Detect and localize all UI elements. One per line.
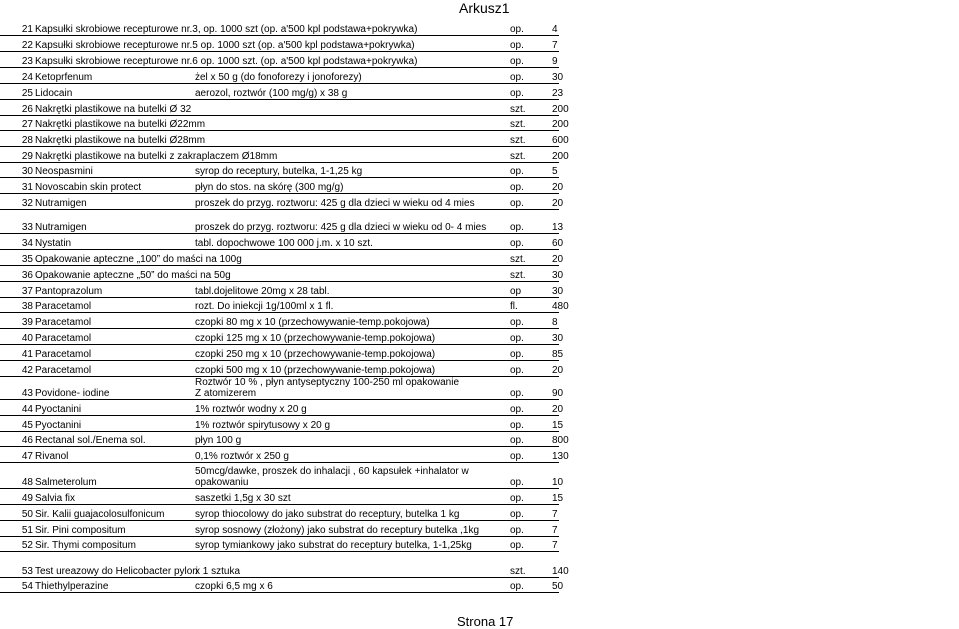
product-name: Novoscabin skin protect — [35, 182, 142, 193]
product-description: x 1 sztuka — [195, 566, 241, 577]
row-number: 53 — [21, 566, 33, 577]
product-description: syrop thiocolowy do jako substrat do receptury, butelka 1 kg — [195, 509, 460, 520]
table-row — [0, 147, 959, 163]
unit: op. — [510, 581, 524, 592]
row-number: 29 — [21, 151, 33, 162]
quantity: 140 — [552, 566, 569, 577]
product-name: Nutramigen — [35, 222, 87, 233]
quantity: 5 — [552, 166, 558, 177]
row-number: 54 — [21, 581, 33, 592]
table-row — [0, 505, 959, 521]
product-name: Sir. Kalii guajacolosulfonicum — [35, 509, 165, 520]
row-number: 24 — [21, 72, 33, 83]
product-name: Nutramigen — [35, 198, 87, 209]
quantity: 200 — [552, 104, 569, 115]
product-name: Neospasmini — [35, 166, 93, 177]
quantity: 600 — [552, 135, 569, 146]
unit: op. — [510, 198, 524, 209]
product-name: Kapsułki skrobiowe recepturowe nr.6 op. 1000 szt. (op. a'500 kpl podstawa+pokrywka) — [35, 56, 418, 67]
row-number: 39 — [21, 317, 33, 328]
product-name: Povidone- iodine — [35, 388, 110, 399]
quantity: 30 — [552, 72, 564, 83]
table-row — [0, 266, 959, 282]
product-description: czopki 125 mg x 10 (przechowywanie-temp.pokojowa) — [195, 333, 436, 344]
row-number: 52 — [21, 540, 33, 551]
row-number: 28 — [21, 135, 33, 146]
unit: op. — [510, 525, 524, 536]
table-row — [0, 537, 959, 552]
table-row — [0, 329, 959, 345]
product-description: tabl. dopochwowe 100 000 j.m. x 10 szt. — [195, 238, 373, 249]
product-name: Paracetamol — [35, 317, 92, 328]
product-description: syrop sosnowy (złożony) jako substrat do receptury butelka ,1kg — [195, 525, 480, 536]
unit: op. — [510, 388, 524, 399]
quantity: 90 — [552, 388, 564, 399]
row-number: 34 — [21, 238, 33, 249]
product-description: syrop do receptury, butelka, 1-1,25 kg — [195, 166, 363, 177]
unit: szt. — [510, 151, 526, 162]
quantity: 30 — [552, 333, 564, 344]
unit: op. — [510, 222, 524, 233]
quantity: 15 — [552, 493, 564, 504]
unit: op. — [510, 24, 524, 35]
table-row — [0, 52, 959, 68]
quantity: 50 — [552, 581, 564, 592]
quantity: 7 — [552, 540, 558, 551]
product-name: Paracetamol — [35, 349, 92, 360]
row-number: 21 — [21, 24, 33, 35]
product-name: Rivanol — [35, 451, 69, 462]
product-name: Ketoprfenum — [35, 72, 93, 83]
product-name: Salmeterolum — [35, 477, 97, 488]
row-number: 30 — [21, 166, 33, 177]
unit: op. — [510, 72, 524, 83]
table-row — [0, 282, 959, 298]
table-row — [0, 234, 959, 250]
unit: szt. — [510, 104, 526, 115]
quantity: 23 — [552, 88, 564, 99]
product-description: 50mcg/dawke, proszek do inhalacji , 60 kapsułek +inhalator w — [195, 466, 469, 477]
quantity: 7 — [552, 40, 558, 51]
table-row — [0, 345, 959, 361]
quantity: 20 — [552, 404, 564, 415]
unit: op. — [510, 333, 524, 344]
table-row — [0, 377, 959, 400]
quantity: 85 — [552, 349, 564, 360]
product-description-line2: Z atomizerem — [195, 388, 257, 399]
unit: op. — [510, 40, 524, 51]
table-row — [0, 416, 959, 432]
product-name: Nakrętki plastikowe na butelki Ø28mm — [35, 135, 206, 146]
table-row — [0, 36, 959, 52]
row-number: 26 — [21, 104, 33, 115]
quantity: 480 — [552, 301, 569, 312]
quantity: 800 — [552, 435, 569, 446]
quantity: 13 — [552, 222, 564, 233]
table-row — [0, 447, 959, 463]
product-description: syrop tymiankowy jako substrat do receptury butelka, 1-1,25kg — [195, 540, 472, 551]
product-description: rozt. Do iniekcji 1g/100ml x 1 fl. — [195, 301, 334, 312]
product-name: Nakrętki plastikowe na butelki z zakraplaczem Ø18mm — [35, 151, 278, 162]
product-name: Nystatin — [35, 238, 72, 249]
unit: szt. — [510, 135, 526, 146]
table-row — [0, 100, 959, 116]
product-name: Opakowanie apteczne „50” do maści na 50g — [35, 270, 231, 281]
page-footer: Strona 17 — [457, 614, 514, 629]
row-number: 38 — [21, 301, 33, 312]
quantity: 30 — [552, 270, 564, 281]
row-number: 42 — [21, 365, 33, 376]
product-description: płyn do stos. na skórę (300 mg/g) — [195, 182, 344, 193]
product-description: 1% roztwór spirytusowy x 20 g — [195, 420, 331, 431]
table-row — [0, 131, 959, 147]
product-name: Thiethylperazine — [35, 581, 109, 592]
quantity: 7 — [552, 525, 558, 536]
unit: szt. — [510, 119, 526, 130]
row-number: 23 — [21, 56, 33, 67]
product-description: czopki 500 mg x 10 (przechowywanie-temp.pokojowa) — [195, 365, 436, 376]
row-number: 37 — [21, 286, 33, 297]
quantity: 130 — [552, 451, 569, 462]
quantity: 60 — [552, 238, 564, 249]
product-description: czopki 80 mg x 10 (przechowywanie-temp.pokojowa) — [195, 317, 430, 328]
unit: op. — [510, 365, 524, 376]
product-name: Pyoctanini — [35, 404, 82, 415]
row-number: 50 — [21, 509, 33, 520]
unit: op. — [510, 451, 524, 462]
row-number: 49 — [21, 493, 33, 504]
sheet-title: Arkusz1 — [459, 0, 510, 16]
unit: op. — [510, 349, 524, 360]
unit: op. — [510, 88, 524, 99]
unit: fl. — [510, 301, 518, 312]
quantity: 20 — [552, 198, 564, 209]
unit: op. — [510, 404, 524, 415]
product-name: Paracetamol — [35, 365, 92, 376]
table-row — [0, 210, 959, 234]
table-row — [0, 313, 959, 329]
product-name: Rectanal sol./Enema sol. — [35, 435, 146, 446]
table-row — [0, 361, 959, 377]
unit: op. — [510, 540, 524, 551]
quantity: 30 — [552, 286, 564, 297]
unit: op. — [510, 56, 524, 67]
product-name: Pyoctanini — [35, 420, 82, 431]
unit: op. — [510, 182, 524, 193]
quantity: 200 — [552, 119, 569, 130]
table-row — [0, 298, 959, 313]
unit: op. — [510, 317, 524, 328]
product-description: czopki 250 mg x 10 (przechowywanie-temp.pokojowa) — [195, 349, 436, 360]
quantity: 4 — [552, 24, 558, 35]
quantity: 8 — [552, 317, 558, 328]
product-description: proszek do przyg. roztworu: 425 g dla dzieci w wieku od 4 mies — [195, 198, 475, 209]
quantity: 15 — [552, 420, 564, 431]
product-name: Paracetamol — [35, 301, 92, 312]
product-description: czopki 6,5 mg x 6 — [195, 581, 273, 592]
row-number: 35 — [21, 254, 33, 265]
row-number: 27 — [21, 119, 33, 130]
product-description: 0,1% roztwór x 250 g — [195, 451, 289, 462]
unit: op. — [510, 166, 524, 177]
table-row — [0, 489, 959, 505]
row-number: 48 — [21, 477, 33, 488]
row-number: 41 — [21, 349, 33, 360]
table-row — [0, 163, 959, 178]
product-description: Roztwór 10 % , płyn antyseptyczny 100-250 ml opakowanie — [195, 377, 460, 388]
table-row — [0, 463, 959, 489]
table-row — [0, 84, 959, 100]
unit: op. — [510, 477, 524, 488]
table-row — [0, 250, 959, 266]
quantity: 200 — [552, 151, 569, 162]
product-name: Paracetamol — [35, 333, 92, 344]
product-name: Sir. Pini compositum — [35, 525, 126, 536]
unit: op. — [510, 420, 524, 431]
product-name: Test ureazowy do Helicobacter pylori — [35, 566, 198, 577]
row-border — [0, 592, 559, 593]
row-number: 45 — [21, 420, 33, 431]
table-row — [0, 68, 959, 84]
product-description: żel x 50 g (do fonoforezy i jonoforezy) — [195, 72, 362, 83]
table-row — [0, 194, 959, 210]
table-row — [0, 178, 959, 194]
unit: op. — [510, 509, 524, 520]
product-name: Kapsułki skrobiowe recepturowe nr.3, op. 1000 szt (op. a'500 kpl podstawa+pokrywka) — [35, 24, 418, 35]
row-number: 22 — [21, 40, 33, 51]
row-number: 47 — [21, 451, 33, 462]
unit: op. — [510, 238, 524, 249]
product-name: Lidocain — [35, 88, 73, 99]
row-number: 25 — [21, 88, 33, 99]
table-row — [0, 521, 959, 537]
product-name: Nakrętki plastikowe na butelki Ø 32 — [35, 104, 192, 115]
table-row — [0, 552, 959, 578]
row-number: 40 — [21, 333, 33, 344]
row-number: 33 — [21, 222, 33, 233]
product-name: Nakrętki plastikowe na butelki Ø22mm — [35, 119, 206, 130]
product-description: płyn 100 g — [195, 435, 242, 446]
product-name: Pantoprazolum — [35, 286, 103, 297]
row-number: 43 — [21, 388, 33, 399]
product-description: saszetki 1,5g x 30 szt — [195, 493, 291, 504]
row-number: 46 — [21, 435, 33, 446]
row-number: 36 — [21, 270, 33, 281]
quantity: 20 — [552, 182, 564, 193]
row-number: 51 — [21, 525, 33, 536]
product-description: proszek do przyg. roztworu: 425 g dla dzieci w wieku od 0- 4 mies — [195, 222, 487, 233]
product-name: Sir. Thymi compositum — [35, 540, 136, 551]
product-name: Salvia fix — [35, 493, 76, 504]
table-row — [0, 432, 959, 447]
product-name: Opakowanie apteczne „100” do maści na 100g — [35, 254, 242, 265]
product-name: Kapsułki skrobiowe recepturowe nr.5 op. 1000 szt (op. a'500 kpl podstawa+pokrywka) — [35, 40, 415, 51]
unit: szt. — [510, 566, 526, 577]
unit: szt. — [510, 270, 526, 281]
quantity: 10 — [552, 477, 564, 488]
table-row — [0, 578, 959, 593]
row-number: 44 — [21, 404, 33, 415]
unit: op. — [510, 435, 524, 446]
table-row — [0, 20, 959, 36]
quantity: 20 — [552, 254, 564, 265]
product-description: tabl.dojelitowe 20mg x 28 tabl. — [195, 286, 330, 297]
row-number: 32 — [21, 198, 33, 209]
quantity: 20 — [552, 365, 564, 376]
table-row — [0, 116, 959, 131]
unit: op. — [510, 493, 524, 504]
row-number: 31 — [21, 182, 33, 193]
product-description: 1% roztwór wodny x 20 g — [195, 404, 307, 415]
table-row — [0, 400, 959, 416]
product-description-line2: opakowaniu — [195, 477, 249, 488]
quantity: 9 — [552, 56, 558, 67]
unit: op — [510, 286, 522, 297]
product-description: aerozol, roztwór (100 mg/g) x 38 g — [195, 88, 348, 99]
quantity: 7 — [552, 509, 558, 520]
unit: szt. — [510, 254, 526, 265]
